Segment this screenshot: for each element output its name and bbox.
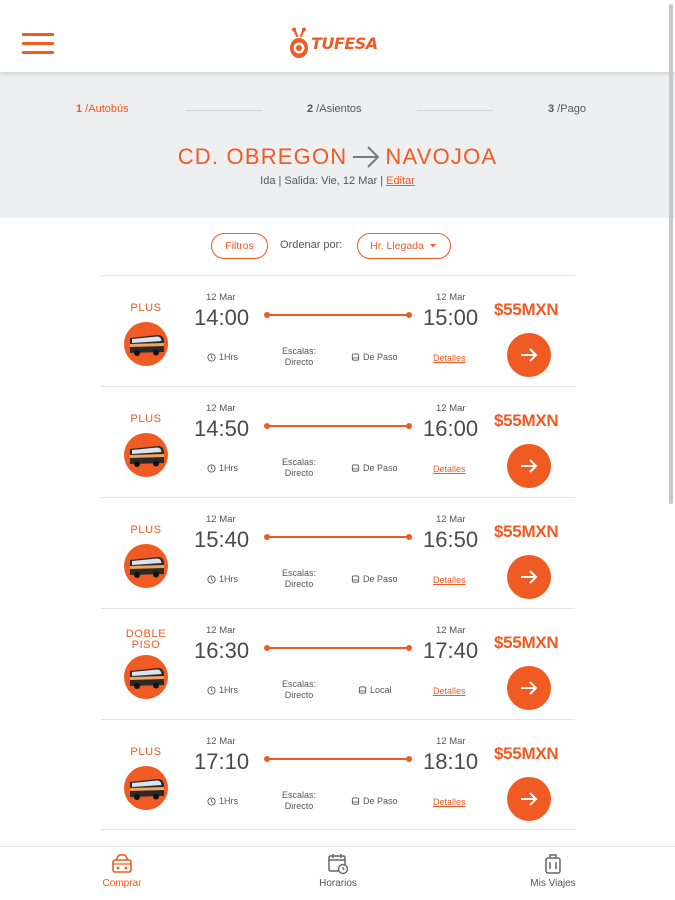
stops-info: Escalas: Directo bbox=[281, 346, 316, 367]
bus-icon bbox=[124, 544, 168, 588]
trip-price: $55MXN bbox=[494, 744, 559, 763]
luggage-icon bbox=[541, 853, 565, 875]
bus-avatar bbox=[124, 433, 168, 477]
arrow-right-icon bbox=[519, 458, 539, 474]
select-trip-button[interactable] bbox=[507, 666, 551, 710]
caret-down-icon bbox=[428, 242, 438, 250]
trip-card[interactable] bbox=[101, 608, 575, 719]
departure-time: 15:40 bbox=[194, 527, 250, 552]
trip-type: De Paso bbox=[351, 796, 398, 806]
sort-value: Hr. Llegada bbox=[370, 240, 424, 252]
stops-info: Escalas: Directo bbox=[281, 568, 316, 589]
bus-icon bbox=[124, 433, 168, 477]
bus-seat-icon bbox=[358, 686, 367, 695]
bus-icon bbox=[124, 655, 168, 699]
route-line bbox=[266, 314, 410, 316]
arrival-date: 12 Mar bbox=[436, 514, 466, 525]
departure-date: 12 Mar bbox=[206, 514, 236, 525]
tab-comprar[interactable]: Comprar bbox=[62, 853, 182, 889]
route-line bbox=[266, 425, 410, 427]
duration: 1Hrs bbox=[207, 352, 238, 362]
clock-icon bbox=[207, 464, 216, 473]
trip-info bbox=[0, 175, 675, 187]
trip-card[interactable] bbox=[101, 386, 575, 497]
departure-date: 12 Mar bbox=[206, 292, 236, 303]
bus-seat-icon bbox=[351, 797, 360, 806]
arrow-right-icon bbox=[351, 145, 381, 169]
departure-time: 17:10 bbox=[194, 749, 250, 774]
arrival-time: 18:10 bbox=[423, 749, 479, 774]
trip-info-text: Ida | Salida: Vie, 12 Mar | bbox=[260, 175, 387, 187]
trip-type: De Paso bbox=[351, 463, 398, 473]
stops-info: Escalas: Directo bbox=[281, 790, 316, 811]
trip-price: $55MXN bbox=[494, 411, 559, 430]
step-autobus[interactable]: 1 /Autobús bbox=[76, 103, 129, 115]
route-line bbox=[266, 647, 410, 649]
bus-seat-icon bbox=[351, 575, 360, 584]
bus-icon bbox=[124, 322, 168, 366]
trip-card[interactable] bbox=[101, 497, 575, 608]
details-link[interactable]: Detalles bbox=[433, 464, 466, 474]
clock-icon bbox=[207, 686, 216, 695]
edit-link[interactable]: Editar bbox=[386, 175, 415, 187]
trip-card[interactable] bbox=[101, 275, 575, 386]
bus-avatar bbox=[124, 544, 168, 588]
bottom-nav bbox=[0, 846, 675, 900]
arrival-date: 12 Mar bbox=[436, 625, 466, 636]
step-divider bbox=[186, 110, 262, 111]
clock-icon bbox=[207, 353, 216, 362]
menu-button[interactable] bbox=[22, 33, 54, 57]
clock-icon bbox=[207, 797, 216, 806]
brand-name: TUFESA bbox=[311, 33, 378, 53]
bus-seat-icon bbox=[351, 464, 360, 473]
arrival-time: 16:50 bbox=[423, 527, 479, 552]
arrival-time: 17:40 bbox=[423, 638, 479, 663]
sort-label: Ordenar por: bbox=[280, 239, 343, 251]
tab-mis-viajes[interactable]: Mis Viajes bbox=[493, 853, 613, 889]
calendar-clock-icon bbox=[326, 853, 350, 875]
duration: 1Hrs bbox=[207, 685, 238, 695]
service-class: DOBLE PISO bbox=[125, 628, 167, 651]
select-trip-button[interactable] bbox=[507, 777, 551, 821]
trip-price: $55MXN bbox=[494, 300, 559, 319]
trip-type: De Paso bbox=[351, 352, 398, 362]
departure-date: 12 Mar bbox=[206, 403, 236, 414]
service-class: PLUS bbox=[130, 524, 162, 536]
details-link[interactable]: Detalles bbox=[433, 797, 466, 807]
route-line bbox=[266, 536, 410, 538]
select-trip-button[interactable] bbox=[507, 444, 551, 488]
arrival-date: 12 Mar bbox=[436, 403, 466, 414]
details-link[interactable]: Detalles bbox=[433, 686, 466, 696]
arrival-date: 12 Mar bbox=[436, 292, 466, 303]
trip-price: $55MXN bbox=[494, 522, 559, 541]
step-asientos[interactable]: 2 /Asientos bbox=[307, 103, 362, 115]
duration: 1Hrs bbox=[207, 574, 238, 584]
select-trip-button[interactable] bbox=[507, 555, 551, 599]
departure-date: 12 Mar bbox=[206, 625, 236, 636]
filters-button[interactable]: Filtros bbox=[211, 233, 268, 259]
departure-time: 14:50 bbox=[194, 416, 250, 441]
service-class: PLUS bbox=[130, 746, 162, 758]
scrollbar[interactable] bbox=[669, 4, 673, 504]
brand-logo[interactable] bbox=[288, 26, 378, 60]
duration: 1Hrs bbox=[207, 796, 238, 806]
bus-icon bbox=[124, 766, 168, 810]
bus-avatar bbox=[124, 766, 168, 810]
select-trip-button[interactable] bbox=[507, 333, 551, 377]
arrival-time: 15:00 bbox=[423, 305, 479, 330]
details-link[interactable]: Detalles bbox=[433, 575, 466, 585]
duration: 1Hrs bbox=[207, 463, 238, 473]
clock-icon bbox=[207, 575, 216, 584]
route-title bbox=[0, 144, 675, 170]
departure-time: 16:30 bbox=[194, 638, 250, 663]
trip-price: $55MXN bbox=[494, 633, 559, 652]
bus-avatar bbox=[124, 655, 168, 699]
hamburger-icon bbox=[22, 33, 54, 36]
step-divider bbox=[417, 110, 493, 111]
origin-city: CD. OBREGON bbox=[177, 144, 348, 169]
route-line bbox=[266, 758, 410, 760]
service-class: PLUS bbox=[130, 302, 162, 314]
filter-bar bbox=[0, 233, 675, 259]
arrow-right-icon bbox=[519, 680, 539, 696]
trip-card[interactable] bbox=[101, 719, 575, 830]
arrow-right-icon bbox=[519, 791, 539, 807]
departure-date: 12 Mar bbox=[206, 736, 236, 747]
stops-info: Escalas: Directo bbox=[281, 679, 316, 700]
bus-avatar bbox=[124, 322, 168, 366]
trip-type: De Paso bbox=[351, 574, 398, 584]
arrival-date: 12 Mar bbox=[436, 736, 466, 747]
tab-horarios[interactable]: Horarios bbox=[278, 853, 398, 889]
bus-ticket-icon bbox=[110, 853, 134, 875]
app-header bbox=[0, 0, 675, 72]
details-link[interactable]: Detalles bbox=[433, 353, 466, 363]
service-class: PLUS bbox=[130, 413, 162, 425]
mascot-logo-icon bbox=[288, 27, 310, 59]
bus-seat-icon bbox=[351, 353, 360, 362]
arrow-right-icon bbox=[519, 347, 539, 363]
arrow-right-icon bbox=[519, 569, 539, 585]
step-pago[interactable]: 3 /Pago bbox=[548, 103, 586, 115]
departure-time: 14:00 bbox=[194, 305, 250, 330]
sort-dropdown[interactable] bbox=[357, 233, 451, 259]
arrival-time: 16:00 bbox=[423, 416, 479, 441]
trip-type: Local bbox=[358, 685, 392, 695]
route-summary bbox=[0, 72, 675, 218]
destination-city: NAVOJOA bbox=[385, 144, 498, 169]
stops-info: Escalas: Directo bbox=[281, 457, 316, 478]
